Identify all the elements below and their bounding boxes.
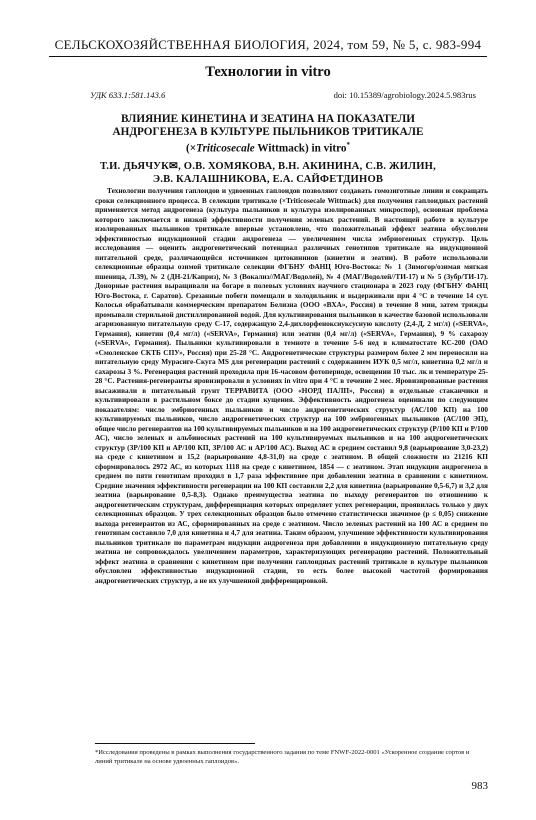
- section-heading: Технологии in vitro: [205, 64, 331, 80]
- doi-link[interactable]: doi: 10.15389/agrobiology.2024.5.983rus: [333, 90, 476, 100]
- authors-line-2: Э.В. КАЛАШНИКОВА, Е.А. САЙФЕТДИНОВ: [152, 174, 384, 185]
- udk-code: УДК 633.1:581.143.6: [90, 90, 166, 100]
- title-line-2: АНДРОГЕНЕЗА В КУЛЬТУРЕ ПЫЛЬНИКОВ ТРИТИКАЛЕ: [112, 126, 424, 138]
- article-meta: [90, 90, 476, 100]
- footnote-marker: *: [346, 141, 350, 149]
- authors-line-1: Т.И. ДЬЯЧУК✉, О.В. ХОМЯКОВА, В.Н. АКИНИНА, С.В. ЖИЛИН,: [100, 161, 436, 172]
- footnote: *Исследования проведены в рамках выполнения государственного задания по теме FNWF-2022-0001 «Ускоренное создание сортов и линий тритикале на основе удвоенных гаплоидов».: [95, 749, 470, 765]
- footnote-divider: [95, 743, 255, 744]
- abstract: Технологии получения гаплоидов и удвоенных гаплоидов позволяют создавать гомозиготные линии и сокращать сроки селекционного процесса. В селекции тритикале (×Triticosecale Wittmack) для получения гаплоидных растений применяется метод андрогенеза (культура пыльников и культура изолированных микроспор), основная проблема которого заключается в низкой эффективности получения зеленых растений. В настоящей работе в культуре изолированных пыльников тритикале впервые установлено, что положительный эффект зеатина обусловлен эффективностью индукционной стадии андрогенеза — увеличением числа эмбриогенных структур. Цель исследования — оценить андрогенетический потенциал различных генотипов тритикале на индукционной питательной среде, различающейся источником цитокининов (кинетин и зеатин). В работе использовали селекционные образцы озимой тритикале селекции ФГБНУ ФАНЦ Юго-Востока: № 1 (Зимогор/озимая мягкая пшеница, Л.39), № 2 (ДН-21/Каприз), № 3 (Вокализ//МАГ/Водолей), № 4 (МАГ/Водолей//ТИ-17) и № 5 (Зубр/ТИ-17). Донорные растения выращивали на богаре в полевых условиях научного стационара в 2023 году (ФГБНУ ФАНЦ Юго-Востока, г. Саратов). Срезанные побеги помещали в холодильник и выдерживали при 4 °С в течение 14 сут. Колосья обрабатывали коммерческим препаратом Белизна (ООО «ВХА», Россия) в течение 8 мин, затем трижды промывали стерильной дистиллированной водой. Для культивирования пыльников в качестве базовой использовали агаризованную питательную среду С-17, содержащую 2,4-дихлорфеноксиуксусную кислоту (2,4-Д, 2 мг/л) («SERVA», Германия), кинетин (0,4 мг/л) («SERVA», Германия) или зеатин (0,4 мг/л) («SERVA», Германия), 9 % сахарозу («SERVA», Германия). Пыльники культивировали в темноте в течение 5-6 нед в климатостате КС-200 (ОАО «Смоленское СКТБ СПУ», Россия) при 25-28 °С. Андрогенетические структуры размером более 2 мм переносили на питательную среду Мурасиге-Скуга MS для регенерации растений с содержанием ИУК 0,5 мг/л, кинетина 0,2 мг/л и сахарозы 3 %. Регенерация растений проходила при 16-часовом фотопериоде, освещении 10 тыс. лк и температуре 25-28 °С. Растения-регенеранты яровизировали в условиях in vitro при 4 °С в течение 2 мес. Яровизированные растения высаживали в питательный грунт ТЕРРАВИТА (ООО «НОРД ПАЛП», Россия) в отдельные стаканчики и культивировали в растильном боксе до стадии кущения. Эффективность андрогенеза оценивали по следующим показателям: число эмбриогенных пыльников и число андрогенетических структур (АС/100 КП) на 100 культивируемых пыльников, число андрогенетических структур на 100 эмбриогенных пыльников (АС/100 ЭП), общее число регенерантов на 100 культивируемых пыльников и на 100 андрогенетических структур (Р/100 КП и Р/100 АС), число зеленых и альбиносных растений на 100 культивируемых пыльников и на 100 андрогенетических структур (ЗР/100 КП и АР/100 КП, ЗР/100 АС и АР/100 АС). Выход АС в среднем составил 9,8 (варьирование 3,0-23,2) на среде с кинетином и 15,2 (варьирование 4,8-31,0) на среде с зеатином. В общей сложности из 21216 КП сформировалось 2972 АС, из которых 1118 на среде с кинетином, 1854 — с зеатином. Этап индукции андрогенеза в среднем по пяти генотипам проходил в 1,7 раза эффективнее при добавлении зеатина в сравнении с кинетином. Средние значения эффективности регенерации на 100 КП составили 2,2 для кинетина (варьирование 0,5-6,7) и 3,2 для зеатина (варьирование 0,5-8,3). Однако преимущества зеатина по выходу регенерантов по отношению к андрогенетическим структурам, дифференциация которых определяет успех регенерации, проявилась только у двух селекционных образцов. У трех селекционных образцов было отмечено статистически значимое (p ≤ 0,05) снижение выхода регенерантов из АС, сформированных на среде с зеатином. Число зеленых растений на 100 АС в среднем по генотипам составило 7,0 для кинетина и 4,7 для зеатина. Таким образом, улучшение эффективности культивирования пыльников тритикале по параметрам индукции андрогенеза при добавлении в индукционную питательную среду зеатина не сопровождалось увеличением параметров, характеризующих регенерацию растений. Положительный эффект зеатина в сравнении с кинетином при получении гаплоидных растений тритикале в культуре пыльников обусловлен эффективностью индукционной стадии, то есть более высокой частотой формирования андрогенетических структур, а не их улучшенной дифференцировкой.: [95, 186, 488, 585]
- title-open-paren: (×: [186, 142, 197, 155]
- running-header: СЕЛЬСКОХОЗЯЙСТВЕННАЯ БИОЛОГИЯ, 2024, том 59, № 5, с. 983-994: [49, 37, 487, 57]
- title-line-3: [60, 139, 476, 156]
- article-title: [60, 113, 476, 156]
- title-close: Wittmack) in vitro: [254, 142, 347, 155]
- page-number: 983: [471, 780, 488, 792]
- author-list: [50, 160, 486, 186]
- species-name: Triticosecale: [196, 142, 255, 155]
- title-line-1: ВЛИЯНИЕ КИНЕТИНА И ЗЕАТИНА НА ПОКАЗАТЕЛИ: [121, 113, 415, 125]
